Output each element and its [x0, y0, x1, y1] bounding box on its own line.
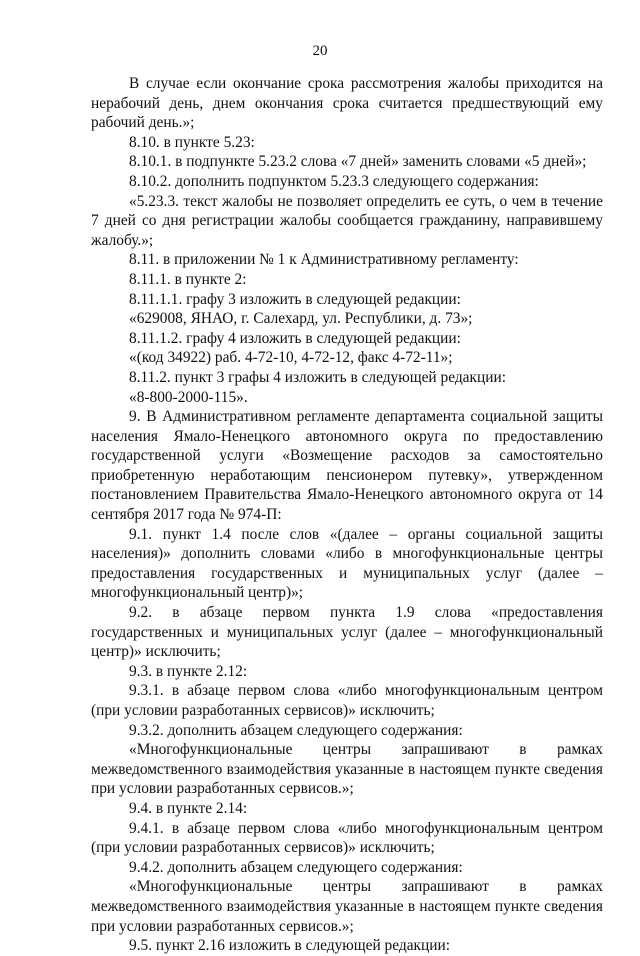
page-number: 20: [312, 43, 328, 59]
paragraph: «(код 34922) раб. 4-72-10, 4-72-12, факс 4-72-11»;: [129, 349, 453, 367]
paragraph: «Многофункциональные центры запрашивают в рамках межведомственного взаимодействия указанные в настоящем пункте сведения при условии разработанных сервисов.»;: [91, 741, 603, 798]
paragraph: 9.1. пункт 1.4 после слов «(далее – органы социальной защиты населения)» дополнить словами «либо в многофункциональные центры предоставления государственных и муниципальных услуг (далее – многофункциональный центр)»;: [91, 525, 603, 602]
paragraph: 9.5. пункт 2.16 изложить в следующей редакции:: [129, 937, 450, 955]
paragraph: 8.10.2. дополнить подпунктом 5.23.3 следующего содержания:: [129, 172, 539, 190]
paragraph: 8.11.2. пункт 3 графы 4 изложить в следующей редакции:: [129, 368, 506, 386]
paragraph: «5.23.3. текст жалобы не позволяет определить ее суть, о чем в течение 7 дней со дня регистрации жалобы сообщается гражданину, направившему жалобу.»;: [91, 192, 603, 249]
paragraph: 9.3.2. дополнить абзацем следующего содержания:: [129, 721, 463, 739]
paragraph: 8.10.1. в подпункте 5.23.2 слова «7 дней» заменить словами «5 дней»;: [129, 153, 587, 171]
paragraph: 9.4.2. дополнить абзацем следующего содержания:: [129, 858, 463, 876]
paragraph: 9.4.1. в абзаце первом слова «либо многофункциональным центром (при условии разработанных сервисов)» исключить;: [91, 819, 603, 857]
paragraph: 9.3. в пункте 2.12:: [129, 662, 248, 680]
paragraph: 8.11.1. в пункте 2:: [129, 270, 247, 288]
paragraph: 8.11. в приложении № 1 к Административному регламенту:: [129, 251, 519, 269]
paragraph: «629008, ЯНАО, г. Салехард, ул. Республики, д. 73»;: [129, 310, 473, 328]
document-body: [91, 74, 603, 956]
paragraph: 9.3.1. в абзаце первом слова «либо многофункциональным центром (при условии разработанных сервисов)» исключить;: [91, 682, 603, 719]
paragraph: 8.11.1.1. графу 3 изложить в следующей редакции:: [129, 290, 461, 308]
paragraph: «8-800-2000-115».: [129, 388, 248, 406]
paragraph: 9.4. в пункте 2.14:: [129, 799, 248, 817]
paragraph: 8.11.1.2. графу 4 изложить в следующей редакции:: [129, 329, 461, 347]
paragraph: «Многофункциональные центры запрашивают в рамках межведомственного взаимодействия указанные в настоящем пункте сведения при условии разработанных сервисов.»;: [91, 878, 603, 935]
paragraph: 9.2. в абзаце первом пункта 1.9 слова «предоставления государственных и муниципальных услуг (далее – многофункциональный центр)» исключить;: [91, 604, 603, 661]
paragraph: 8.10. в пункте 5.23:: [129, 133, 255, 151]
paragraph: 9. В Административном регламенте департамента социальной защиты населения Ямало-Ненецкого автономного округа по предоставлению государственной услуги «Возмещение расходов за самостоятельно приобретенную неработающим пенсионером путевку», утвержденном постановлением Правительства Ямало-Ненецкого автономного округа от 14 сентября 2017 года № 974-П:: [91, 408, 603, 524]
paragraph: В случае если окончание срока рассмотрения жалобы приходится на нерабочий день, днем окончания срока считается предшествующий ему рабочий день.»;: [91, 75, 603, 132]
